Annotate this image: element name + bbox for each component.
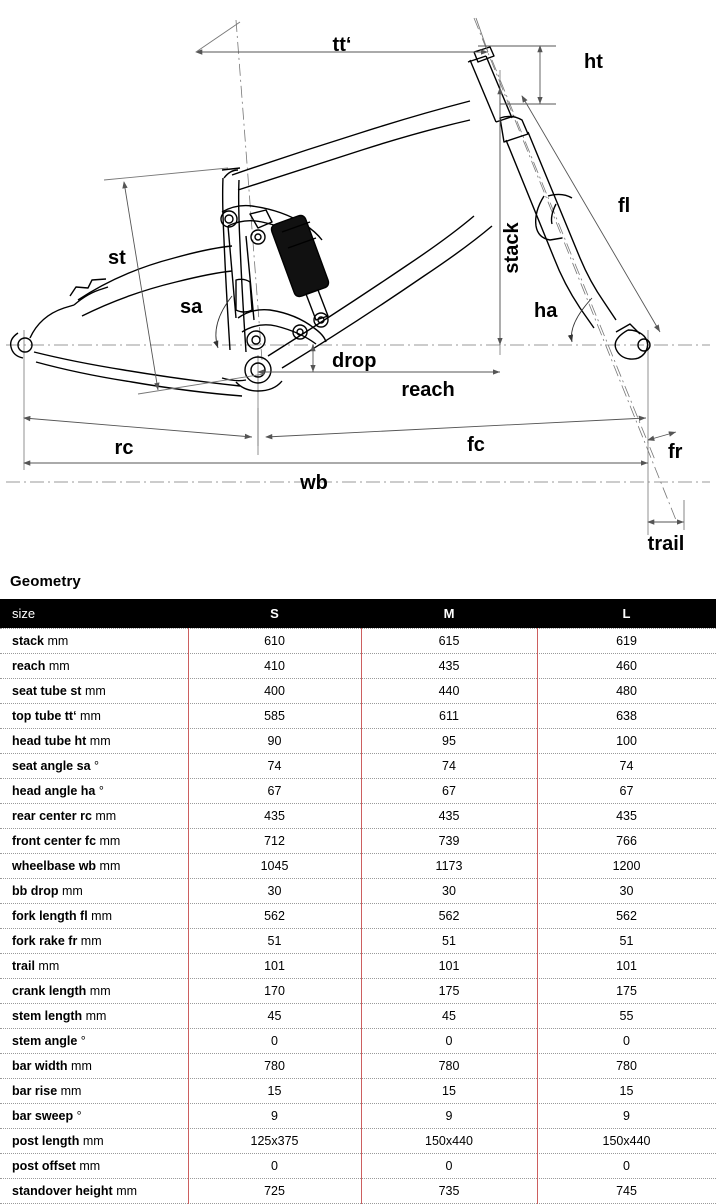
table-header-row bbox=[0, 599, 716, 628]
geometry-table-head bbox=[0, 599, 716, 628]
cell-value: 170 bbox=[188, 978, 361, 1003]
cell-value: 410 bbox=[188, 653, 361, 678]
label-trail: trail bbox=[647, 533, 685, 555]
table-row bbox=[0, 753, 716, 778]
cell-value: 435 bbox=[361, 653, 537, 678]
table-row bbox=[0, 1128, 716, 1153]
cell-value: 9 bbox=[361, 1103, 537, 1128]
row-unit: mm bbox=[87, 908, 113, 923]
cell-value: 440 bbox=[361, 678, 537, 703]
row-label: head tube ht mm bbox=[0, 728, 188, 753]
row-label: post length mm bbox=[0, 1128, 188, 1153]
cell-value: 400 bbox=[188, 678, 361, 703]
row-label: reach mm bbox=[0, 653, 188, 678]
cell-value: 585 bbox=[188, 703, 361, 728]
cell-value: 780 bbox=[361, 1053, 537, 1078]
table-row bbox=[0, 978, 716, 1003]
cell-value: 101 bbox=[537, 953, 716, 978]
table-row bbox=[0, 1028, 716, 1053]
row-unit: mm bbox=[79, 1133, 104, 1148]
column-header-l: L bbox=[537, 599, 716, 628]
row-unit: mm bbox=[91, 808, 117, 823]
row-unit: mm bbox=[81, 683, 106, 698]
row-unit: mm bbox=[34, 958, 60, 973]
cell-value: 435 bbox=[537, 803, 716, 828]
cell-value: 30 bbox=[188, 878, 361, 903]
table-row bbox=[0, 1178, 716, 1203]
row-unit: ° bbox=[90, 758, 99, 773]
row-label: stem angle ° bbox=[0, 1028, 188, 1053]
cell-value: 74 bbox=[537, 753, 716, 778]
row-unit: mm bbox=[86, 733, 111, 748]
row-label: stem length mm bbox=[0, 1003, 188, 1028]
cell-value: 615 bbox=[361, 628, 537, 653]
cell-value: 739 bbox=[361, 828, 537, 853]
row-label: wheelbase wb mm bbox=[0, 853, 188, 878]
table-row bbox=[0, 903, 716, 928]
cell-value: 101 bbox=[361, 953, 537, 978]
row-label: trail mm bbox=[0, 953, 188, 978]
table-row bbox=[0, 778, 716, 803]
cell-value: 175 bbox=[537, 978, 716, 1003]
label-seat-tube: st bbox=[108, 247, 126, 269]
cell-value: 15 bbox=[537, 1078, 716, 1103]
row-label: bar sweep ° bbox=[0, 1103, 188, 1128]
column-header-size: size bbox=[0, 599, 188, 628]
cell-value: 1045 bbox=[188, 853, 361, 878]
cell-value: 780 bbox=[537, 1053, 716, 1078]
cell-value: 735 bbox=[361, 1178, 537, 1203]
cell-value: 15 bbox=[188, 1078, 361, 1103]
table-row bbox=[0, 853, 716, 878]
row-unit: mm bbox=[77, 933, 102, 948]
table-row bbox=[0, 803, 716, 828]
row-unit: mm bbox=[96, 858, 121, 873]
row-unit: mm bbox=[96, 833, 121, 848]
cell-value: 51 bbox=[537, 928, 716, 953]
cell-value: 0 bbox=[537, 1153, 716, 1178]
cell-value: 435 bbox=[188, 803, 361, 828]
row-label: fork rake fr mm bbox=[0, 928, 188, 953]
bike-geometry-diagram bbox=[0, 0, 716, 565]
label-drop: drop bbox=[332, 350, 377, 372]
row-unit: mm bbox=[75, 1158, 101, 1173]
table-row bbox=[0, 1103, 716, 1128]
row-label: standover height mm bbox=[0, 1178, 188, 1203]
bike-geometry-svg bbox=[0, 0, 716, 565]
cell-value: 1200 bbox=[537, 853, 716, 878]
geometry-section bbox=[0, 565, 716, 1204]
row-unit: mm bbox=[45, 658, 70, 673]
cell-value: 562 bbox=[537, 903, 716, 928]
cell-value: 175 bbox=[361, 978, 537, 1003]
cell-value: 766 bbox=[537, 828, 716, 853]
label-rear-center: rc bbox=[114, 437, 134, 459]
table-row bbox=[0, 1078, 716, 1103]
table-row bbox=[0, 878, 716, 903]
label-seat-angle: sa bbox=[180, 296, 203, 318]
row-unit: ° bbox=[73, 1108, 82, 1123]
construction-lines bbox=[6, 18, 710, 535]
table-row bbox=[0, 728, 716, 753]
row-label: rear center rc mm bbox=[0, 803, 188, 828]
table-row bbox=[0, 928, 716, 953]
cell-value: 745 bbox=[537, 1178, 716, 1203]
row-label: post offset mm bbox=[0, 1153, 188, 1178]
cell-value: 74 bbox=[361, 753, 537, 778]
cell-value: 51 bbox=[188, 928, 361, 953]
row-label: seat angle sa ° bbox=[0, 753, 188, 778]
label-head-tube: ht bbox=[584, 51, 603, 73]
label-fork-rake: fr bbox=[668, 441, 683, 463]
cell-value: 30 bbox=[361, 878, 537, 903]
table-row bbox=[0, 1153, 716, 1178]
geometry-table bbox=[0, 599, 716, 1204]
table-row bbox=[0, 678, 716, 703]
geometry-title: Geometry bbox=[10, 573, 81, 590]
cell-value: 725 bbox=[188, 1178, 361, 1203]
cell-value: 1173 bbox=[361, 853, 537, 878]
cell-value: 0 bbox=[188, 1153, 361, 1178]
cell-value: 0 bbox=[537, 1028, 716, 1053]
label-fork-length: fl bbox=[618, 195, 631, 217]
table-row bbox=[0, 953, 716, 978]
row-label: top tube tt‘ mm bbox=[0, 703, 188, 728]
cell-value: 74 bbox=[188, 753, 361, 778]
row-unit: mm bbox=[67, 1058, 92, 1073]
cell-value: 9 bbox=[537, 1103, 716, 1128]
row-unit: mm bbox=[76, 708, 101, 723]
label-front-center: fc bbox=[467, 434, 485, 456]
frame-drawing bbox=[11, 47, 650, 396]
label-reach: reach bbox=[401, 379, 455, 401]
cell-value: 55 bbox=[537, 1003, 716, 1028]
cell-value: 619 bbox=[537, 628, 716, 653]
label-stack: stack bbox=[501, 222, 523, 274]
table-row bbox=[0, 828, 716, 853]
geometry-table-wrapper bbox=[0, 599, 716, 1204]
table-row bbox=[0, 1003, 716, 1028]
row-label: head angle ha ° bbox=[0, 778, 188, 803]
cell-value: 45 bbox=[188, 1003, 361, 1028]
cell-value: 610 bbox=[188, 628, 361, 653]
row-unit: ° bbox=[77, 1033, 86, 1048]
cell-value: 90 bbox=[188, 728, 361, 753]
cell-value: 480 bbox=[537, 678, 716, 703]
cell-value: 562 bbox=[361, 903, 537, 928]
row-label: stack mm bbox=[0, 628, 188, 653]
row-unit: mm bbox=[86, 983, 111, 998]
cell-value: 0 bbox=[188, 1028, 361, 1053]
cell-value: 30 bbox=[537, 878, 716, 903]
cell-value: 67 bbox=[188, 778, 361, 803]
cell-value: 460 bbox=[537, 653, 716, 678]
label-head-angle: ha bbox=[534, 300, 558, 322]
column-header-m: M bbox=[361, 599, 537, 628]
cell-value: 435 bbox=[361, 803, 537, 828]
geometry-table-body bbox=[0, 628, 716, 1203]
cell-value: 562 bbox=[188, 903, 361, 928]
row-unit: mm bbox=[43, 633, 69, 648]
column-header-s: S bbox=[188, 599, 361, 628]
cell-value: 51 bbox=[361, 928, 537, 953]
row-label: seat tube st mm bbox=[0, 678, 188, 703]
cell-value: 15 bbox=[361, 1078, 537, 1103]
cell-value: 95 bbox=[361, 728, 537, 753]
cell-value: 712 bbox=[188, 828, 361, 853]
row-label: bb drop mm bbox=[0, 878, 188, 903]
row-unit: mm bbox=[58, 883, 83, 898]
cell-value: 9 bbox=[188, 1103, 361, 1128]
row-label: bar rise mm bbox=[0, 1078, 188, 1103]
row-unit: mm bbox=[82, 1008, 107, 1023]
cell-value: 0 bbox=[361, 1028, 537, 1053]
row-label: crank length mm bbox=[0, 978, 188, 1003]
cell-value: 0 bbox=[361, 1153, 537, 1178]
cell-value: 101 bbox=[188, 953, 361, 978]
row-unit: ° bbox=[95, 783, 104, 798]
row-unit: mm bbox=[112, 1183, 138, 1198]
cell-value: 150x440 bbox=[537, 1128, 716, 1153]
table-row bbox=[0, 1053, 716, 1078]
row-label: bar width mm bbox=[0, 1053, 188, 1078]
row-label: fork length fl mm bbox=[0, 903, 188, 928]
row-unit: mm bbox=[57, 1083, 82, 1098]
cell-value: 67 bbox=[361, 778, 537, 803]
table-row bbox=[0, 653, 716, 678]
table-row bbox=[0, 703, 716, 728]
label-wheelbase: wb bbox=[300, 472, 328, 494]
cell-value: 780 bbox=[188, 1053, 361, 1078]
cell-value: 100 bbox=[537, 728, 716, 753]
row-label: front center fc mm bbox=[0, 828, 188, 853]
table-row bbox=[0, 628, 716, 653]
cell-value: 611 bbox=[361, 703, 537, 728]
cell-value: 67 bbox=[537, 778, 716, 803]
cell-value: 45 bbox=[361, 1003, 537, 1028]
label-top-tube: tt‘ bbox=[332, 34, 352, 56]
cell-value: 125x375 bbox=[188, 1128, 361, 1153]
cell-value: 150x440 bbox=[361, 1128, 537, 1153]
cell-value: 638 bbox=[537, 703, 716, 728]
